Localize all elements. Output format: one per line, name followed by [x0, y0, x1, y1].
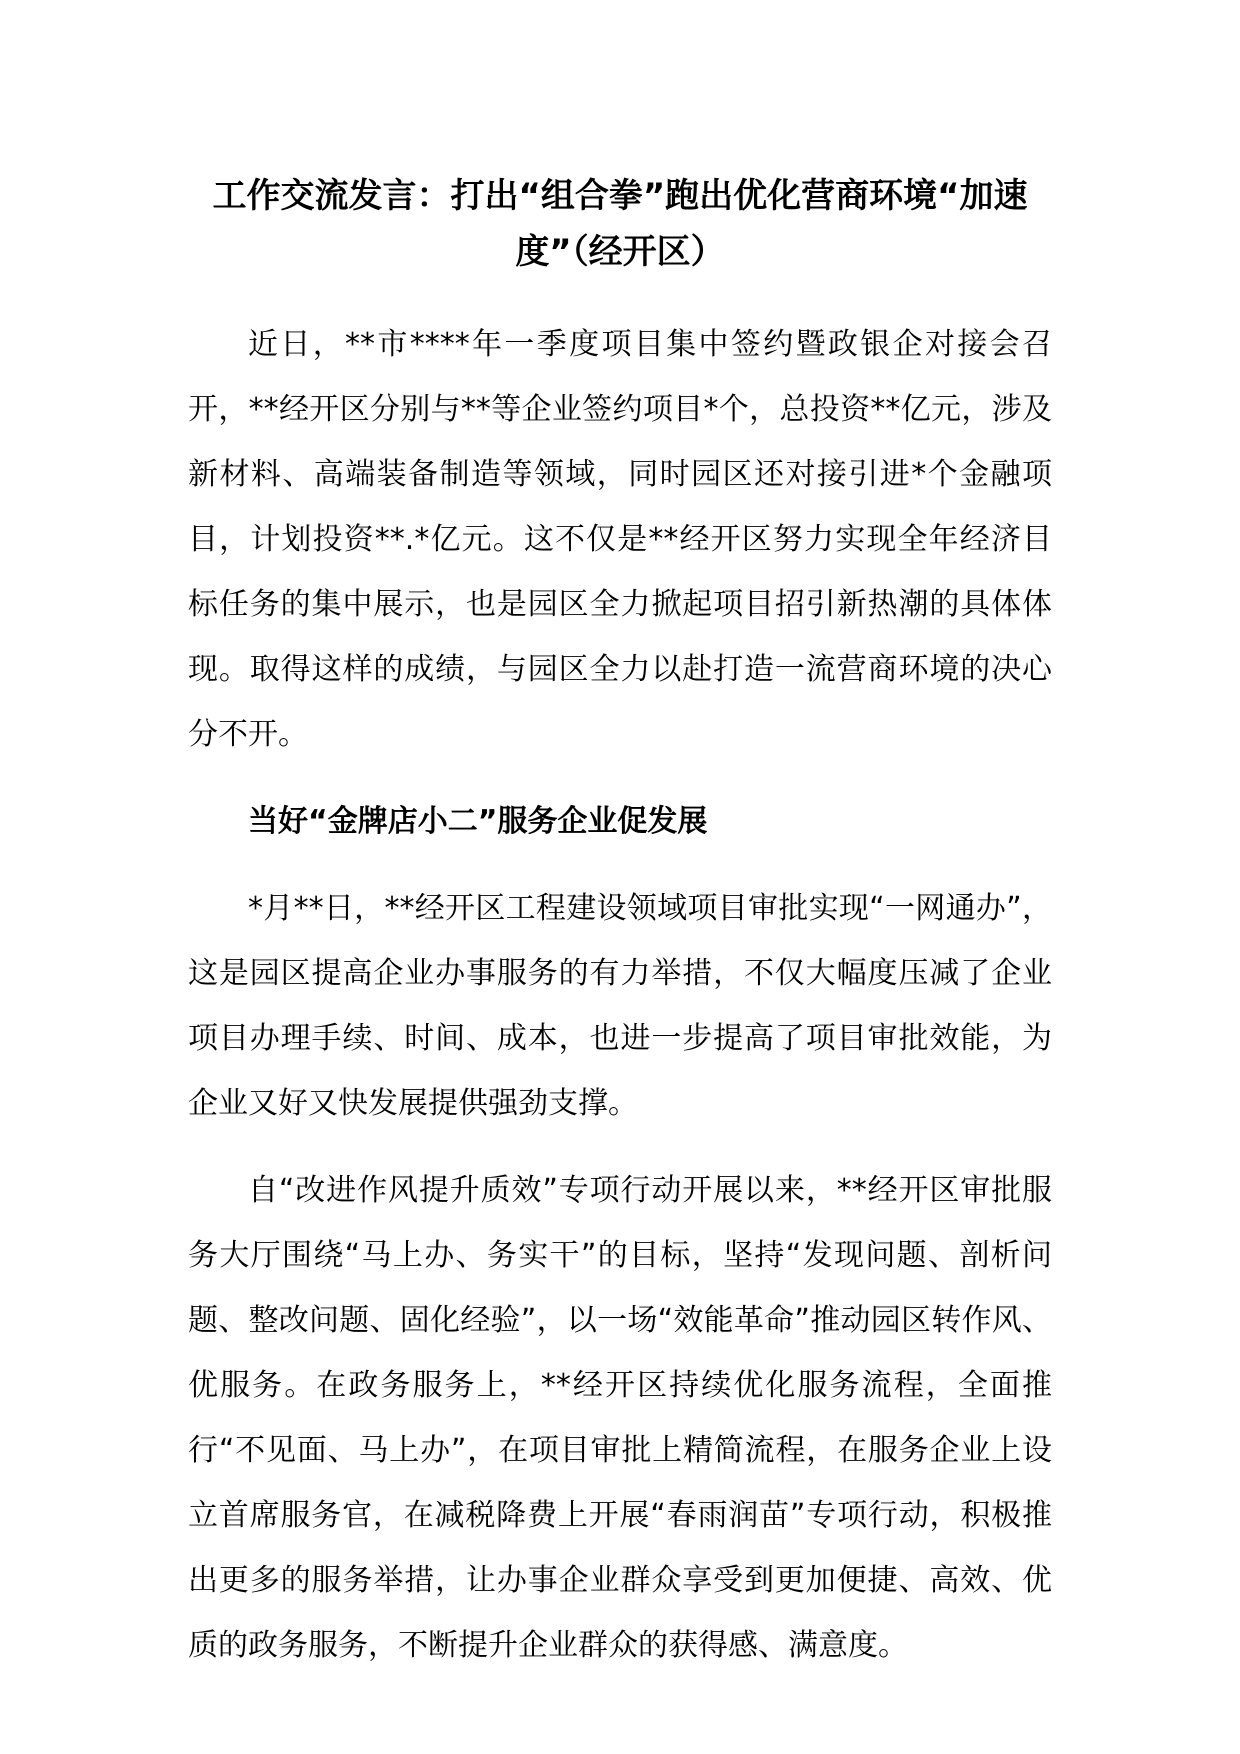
paragraph-service-reform: 自“改进作风提升质效”专项行动开展以来，**经开区审批服务大厅围绕“马上办、务实干”的目标，坚持“发现问题、剖析问题、整改问题、固化经验”，以一场“效能革命”推动园区转作风、优服务。在政务服务上，**经开区持续优化服务流程，全面推行“不见面、马上办”，在项目审批上精简流程，在服务企业上设立首席服务官，在减税降费上开展“春雨润苗”专项行动，积极推出更多的服务举措，让办事企业群众享受到更加便捷、高效、优质的政务服务，不断提升企业群众的获得感、满意度。 [188, 1173, 1052, 1663]
paragraph-one-network: *月**日，**经开区工程建设领域项目审批实现“一网通办”，这是园区提高企业办事服务的有力举措，不仅大幅度压减了企业项目办理手续、时间、成本，也进一步提高了项目审批效能，为企业又好又快发展提供强劲支撑。 [188, 891, 1052, 1121]
document-title: 工作交流发言：打出“组合拳”跑出优化营商环境“加速度”（经开区） [212, 176, 1028, 272]
section-heading: 当好“金牌店小二”服务企业促发展 [248, 804, 708, 839]
paragraph-intro: 近日，**市****年一季度项目集中签约暨政银企对接会召开，**经开区分别与**等企业签约项目*个，总投资**亿元，涉及新材料、高端装备制造等领域，同时园区还对接引进*个金融项目，计划投资**.*亿元。这不仅是**经开区努力实现全年经济目标任务的集中展示，也是园区全力掀起项目招引新热潮的具体体现。取得这样的成绩，与园区全力以赴打造一流营商环境的决心分不开。 [188, 327, 1052, 752]
document-body [188, 312, 1052, 1700]
